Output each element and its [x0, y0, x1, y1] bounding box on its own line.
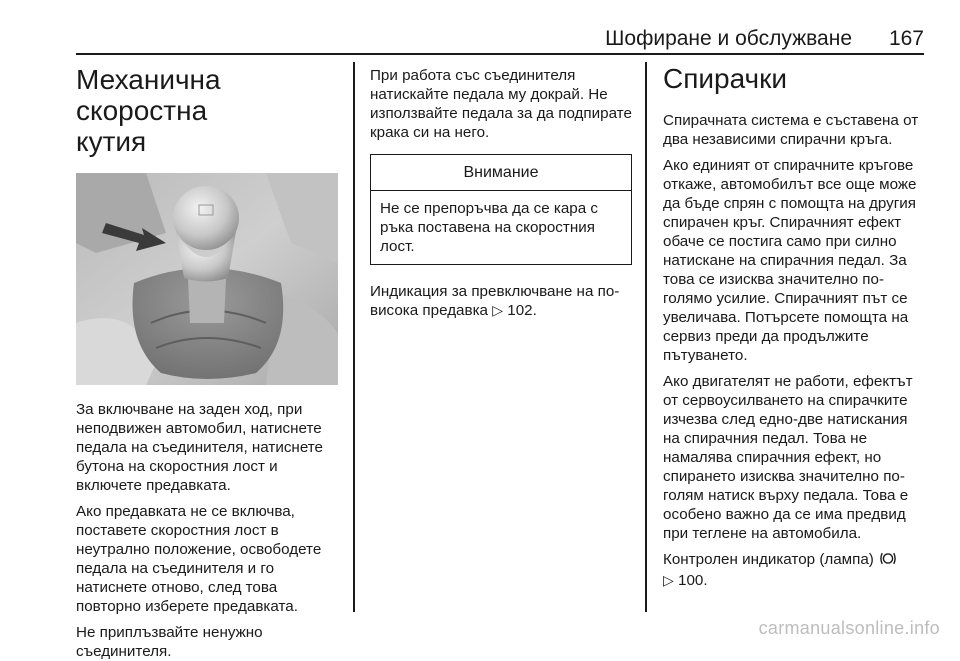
page-number: 167 [888, 27, 924, 50]
header-title: Шофиране и обслужване [605, 27, 852, 50]
brake-warning-lamp-icon [878, 551, 898, 571]
gear-shift-figure [76, 173, 338, 385]
paragraph-gear-not-engaging: Ако предавката не се включва, поставете скоростния лост в неутрално положение, освободете педала на съединителя и го натиснете отново, след това повторно изберете предавката. [76, 503, 322, 615]
paragraph-shift-indicator [370, 282, 632, 320]
heading-line-2: кутия [76, 126, 147, 157]
control-indicator-page-ref[interactable]: 100. [678, 572, 708, 589]
gear-shift-knob-illustration [76, 173, 338, 385]
column-brakes [663, 62, 925, 590]
page-reference-arrow-icon: ▷ [492, 302, 504, 318]
page-header [0, 0, 960, 58]
paragraph-control-indicator [663, 550, 925, 590]
paragraph-brake-system: Спирачната система е съставена от два независими спирачни кръга. [663, 112, 919, 148]
paragraph-clutch-usage: При работа със съединителя натискайте педала му докрай. Не използвайте педала за да подпирате крака си на него. [370, 67, 632, 141]
column-divider-2 [645, 62, 647, 612]
notice-text: Не се препоръчва да се кара с ръка поставена на скоростния лост. [380, 200, 599, 255]
column-manual-transmission [76, 62, 342, 661]
paragraph-brake-circuit-failure: Ако единият от спирачните кръгове откаже, автомобилът все още може да бъде спрян с помощта на другия спирачен кръг. Спирачният ефект обаче се постига само при силно натискане на спирачния педал. За това се изисква значително по-голямо усилие. Спирачният път се увеличава. Потърсете помощта на сервиз преди да продължите пътуването. [663, 157, 917, 364]
column-clutch [370, 66, 632, 320]
section-heading-manual-transmission [76, 64, 342, 157]
section-heading-brakes: Спирачки [663, 63, 788, 94]
paragraph-clutch-slip: Не приплъзвайте ненужно съединителя. [76, 624, 263, 660]
shift-indicator-text: Индикация за превключване на по-висока предавка [370, 283, 620, 319]
watermark: carmanualsonline.info [758, 618, 940, 638]
column-divider-1 [353, 62, 355, 612]
paragraph-engine-off-servo: Ако двигателят не работи, ефектът от сервоусилването на спирачките изчезва след едно-две натискания на спирачния педал. Това не намалява спирачния ефект, но спирането изисква значително по-голям натиск върху педала. Това е особено важно да се има предвид при теглене на автомобила. [663, 373, 913, 542]
notice-box [370, 154, 632, 265]
header-rule [76, 53, 924, 55]
page-reference-arrow-icon-2: ▷ [663, 572, 674, 588]
heading-line-1: Механична скоростна [76, 64, 221, 126]
shift-indicator-page-ref[interactable]: 102. [507, 302, 537, 319]
notice-title: Внимание [371, 155, 631, 191]
control-indicator-text: Контролен индикатор (лампа) [663, 551, 874, 568]
paragraph-reverse-gear: За включване на заден ход, при неподвижен автомобил, натиснете педала на съединителя, натиснете бутона на скоростния лост и включете предавката. [76, 401, 323, 494]
